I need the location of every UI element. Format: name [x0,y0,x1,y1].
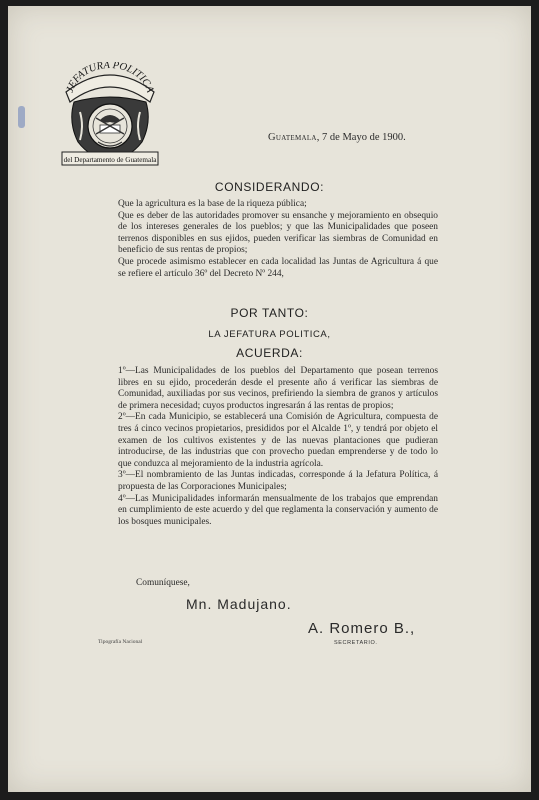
printer-credit: Tipografía Nacional [98,639,143,645]
acuerda-article: 1º—Las Municipalidades de los pueblos del Departamento que posean terrenos libres en su ejido, procederán desde el presente año á verificar las siembras de Comunidad, auxiliadas por sus vecinos, prefiriendo la siembra de granos y artículos de primera necesidad; cuyos productos ingresarán á las rentas de propios; [118,366,438,411]
acuerda-body [118,366,438,528]
dateline-date: , 7 de Mayo de 1900. [316,132,406,143]
paper-stain [18,106,25,128]
crest-top-text: JEFATURA POLITICA [64,62,156,95]
heading-jefatura: LA JEFATURA POLITICA, [208,329,331,340]
secretary-label: SECRETARIO. [334,640,378,646]
signature-romero: A. Romero B., [308,620,416,637]
crest-icon [60,62,160,166]
dateline [268,132,406,143]
crest-bottom-text: del Departamento de Guatemala [63,156,157,164]
considerando-line: Que es deber de las autoridades promover su ensanche y mejoramiento en obsequio de los intereses generales de los pueblos; y que las Municipalidades que poseen terrenos disponibles en sus ejidos, pueden verificar las siembras de Comunidad en beneficio de sus rentas de propios; [118,210,438,256]
considerando-line: Que procede asimismo establecer en cada localidad las Juntas de Agricultura á que se refiere el artículo 36º del Decreto Nº 244, [118,256,438,279]
acuerda-article: 4º—Las Municipalidades informarán mensualmente de los trabajos que emprendan en cumplimiento de este acuerdo y del que reglamenta la conservación y aumento de los bosques municipales. [118,493,438,527]
heading-considerando: CONSIDERANDO: [214,180,325,194]
acuerda-article: 2º—En cada Municipio, se establecerá una Comisión de Agricultura, compuesta de tres á cinco vecinos propietarios, presididos por el Alcalde 1º, y tendrá por objeto el examen de los cultivos existentes y de las nuevas plantaciones que pudieran introducirse, de las industrias que con provecho puedan emprenderse y de todo lo que conduzca al mejoramiento de la industria agrícola. [118,412,438,469]
heading-por-tanto: POR TANTO: [230,306,309,320]
signature-madujano: Mn. Madujano. [186,596,292,612]
considerando-body [118,199,438,280]
acuerda-article: 3º—El nombramiento de las Juntas indicadas, corresponde á la Jefatura Política, á propuesta de las Corporaciones Municipales; [118,470,438,492]
considerando-line: Que la agricultura es la base de la riqueza pública; [118,199,307,209]
heading-acuerda: ACUERDA: [236,346,303,360]
closing-text: Comuníquese, [136,578,190,588]
crest-seal [60,62,160,166]
dateline-city: Guatemala [268,132,317,143]
